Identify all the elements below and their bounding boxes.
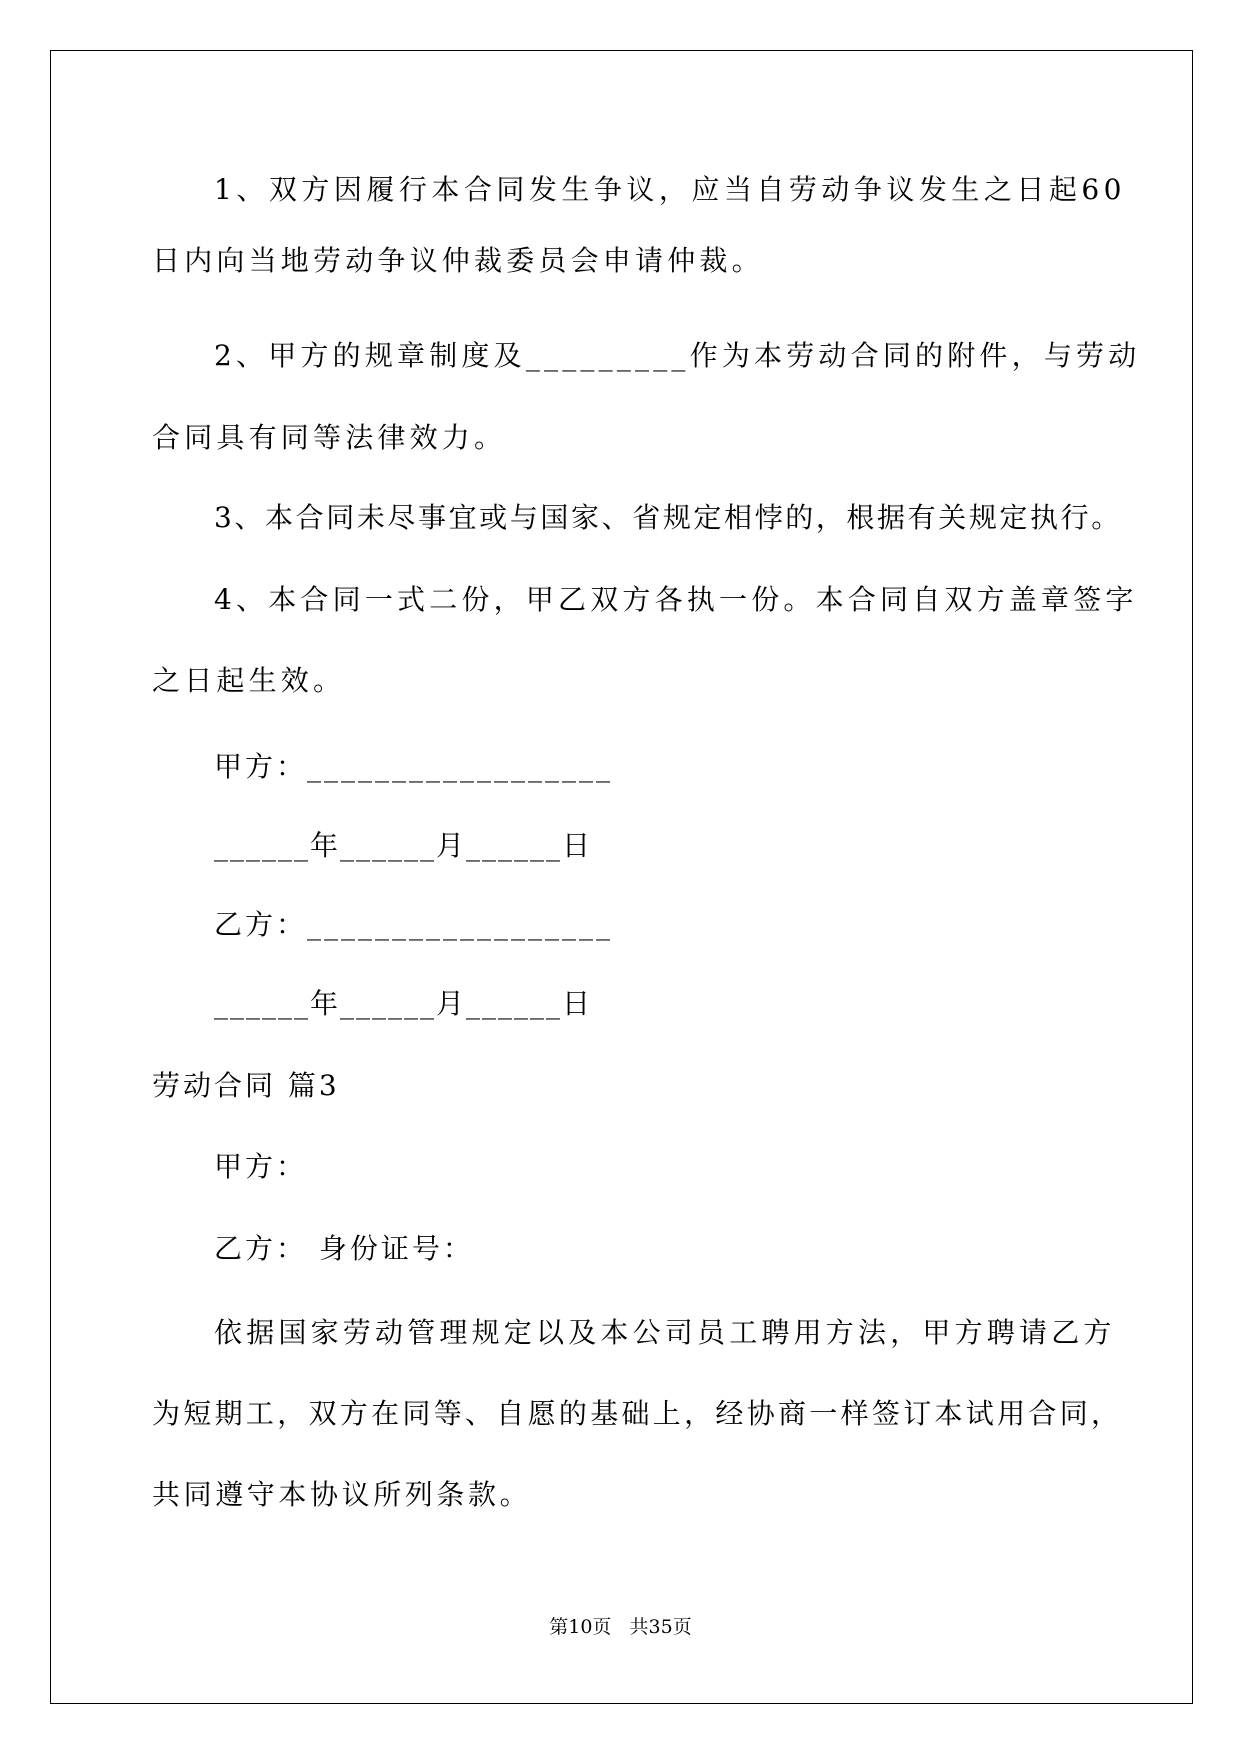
clause-1-line-2: 日内向当地劳动争议仲裁委员会申请仲裁。	[152, 244, 764, 277]
party-a-signature: 甲方：__________________	[214, 750, 614, 783]
party-a-date: ______年______月______日	[214, 829, 593, 862]
clause-2-line-1: 2、甲方的规章制度及_________作为本劳动合同的附件，与劳动	[214, 339, 1141, 372]
party-b-signature: 乙方：__________________	[214, 908, 614, 941]
party-a-label: 甲方：	[214, 1150, 308, 1183]
intro-line-3: 共同遵守本协议所列条款。	[152, 1478, 532, 1511]
clause-2-line-2: 合同具有同等法律效力。	[152, 421, 507, 454]
intro-line-1: 依据国家劳动管理规定以及本公司员工聘用方法，甲方聘请乙方	[214, 1316, 1116, 1349]
clause-4-line-2: 之日起生效。	[152, 664, 346, 697]
page-number: 第10页 共35页	[549, 1616, 692, 1638]
page-border	[50, 50, 1193, 1704]
party-b-date: ______年______月______日	[214, 987, 593, 1020]
section-heading: 劳动合同 篇3	[152, 1069, 340, 1102]
clause-3: 3、本合同未尽事宜或与国家、省规定相悖的，根据有关规定执行。	[214, 501, 1122, 534]
clause-1-line-1: 1、双方因履行本合同发生争议，应当自劳动争议发生之日起60	[214, 173, 1126, 206]
clause-4-line-1: 4、本合同一式二份，甲乙双方各执一份。本合同自双方盖章签字	[214, 583, 1138, 616]
intro-line-2: 为短期工，双方在同等、自愿的基础上，经协商一样签订本试用合同，	[152, 1397, 1123, 1430]
party-b-id-label: 乙方： 身份证号：	[214, 1232, 474, 1265]
